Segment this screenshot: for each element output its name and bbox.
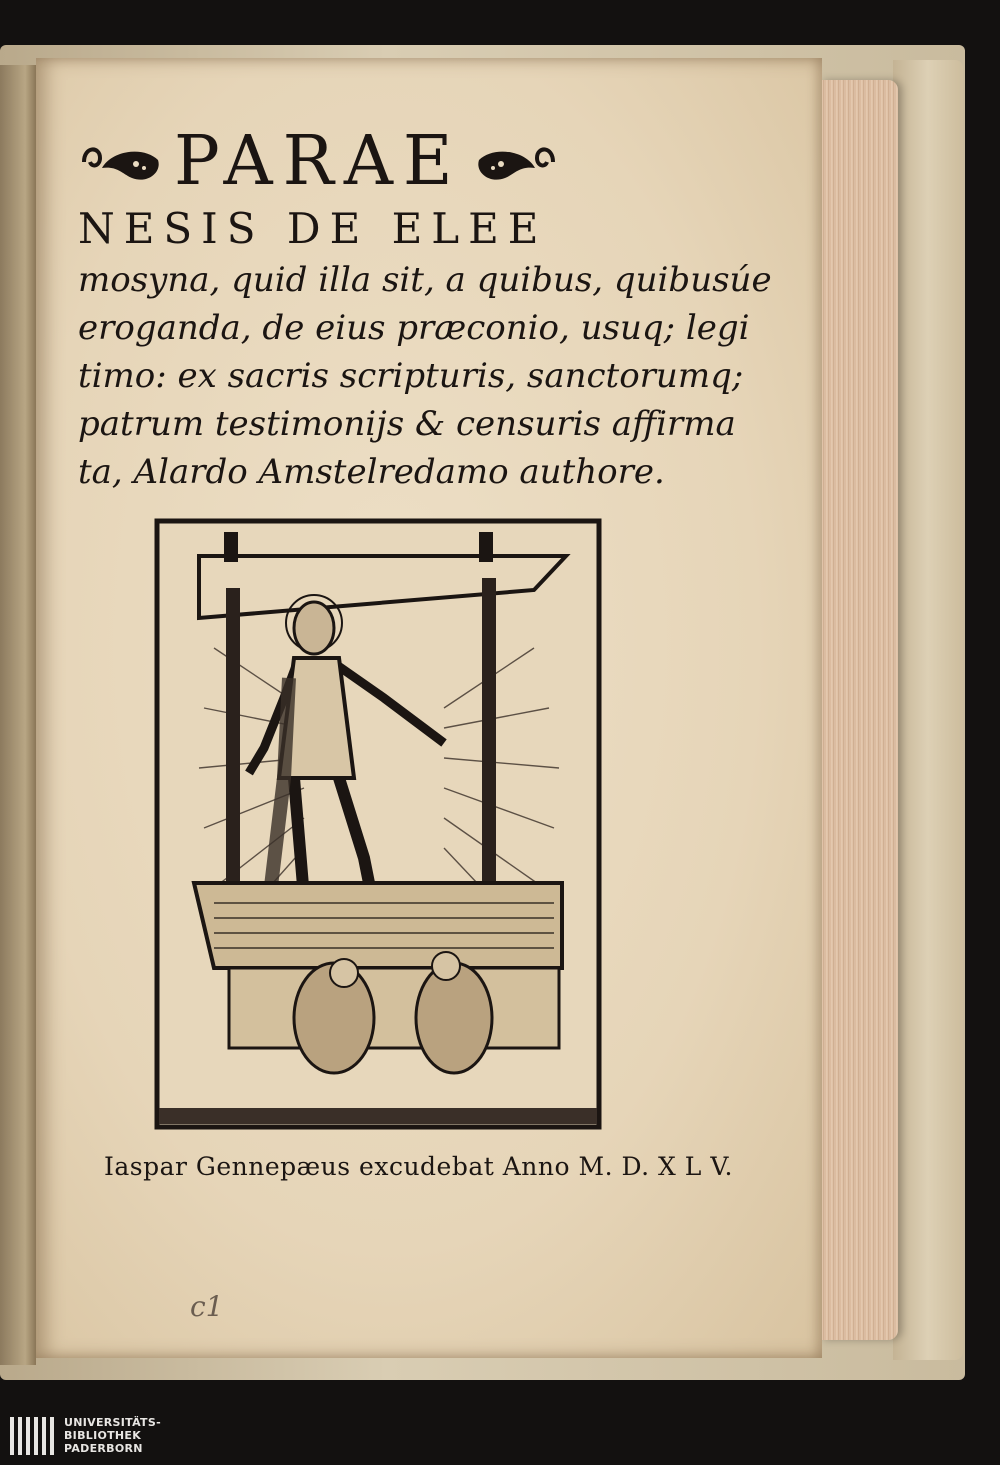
facing-page-edge (0, 65, 36, 1365)
fleuron-left-icon (78, 132, 164, 192)
page-fore-edge (820, 80, 898, 1340)
title-line-7: ta, Alardo Amstelredamo authore. (78, 452, 665, 492)
title-word-parae: PARAE (174, 122, 463, 201)
title-line-1 (78, 122, 698, 201)
fleuron-right-icon (473, 132, 559, 192)
title-line-2: NESIS DE ELEE (78, 204, 548, 253)
title-line-3: mosyna, quid illa sit, a quibus, quibusúe (78, 260, 772, 300)
library-logo-text (64, 1416, 161, 1455)
logo-line-1: UNIVERSITÄTS- (64, 1416, 161, 1429)
title-line-6: patrum testimonijs & censuris affirma (78, 404, 736, 444)
title-line-4: eroganda, de eius præconio, usuq; legi (78, 308, 750, 348)
library-logo (10, 1415, 210, 1455)
logo-line-3: PADERBORN (64, 1442, 143, 1455)
logo-line-2: BIBLIOTHEK (64, 1429, 142, 1442)
pencil-marginalia: c1 (190, 1290, 224, 1323)
title-line-5: timo: ex sacris scripturis, sanctorumq; (78, 356, 744, 396)
library-logo-icon (10, 1417, 54, 1455)
imprint-line: Iaspar Gennepæus excudebat Anno M. D. X L V. (104, 1152, 733, 1181)
binding-flap (893, 60, 963, 1360)
title-block (78, 122, 772, 496)
woodcut-illustration (154, 518, 602, 1130)
